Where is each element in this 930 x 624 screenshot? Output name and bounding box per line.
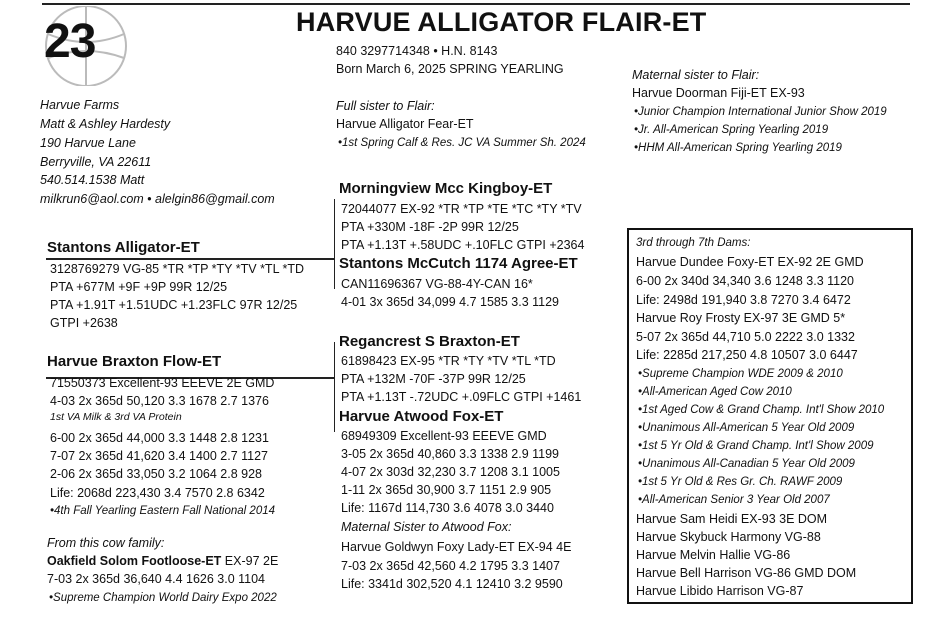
consignor-line: 190 Harvue Lane (40, 136, 136, 150)
dam4-note: •All-American Senior 3 Year Old 2007 (638, 494, 830, 506)
dam-dam-line: 68949309 Excellent-93 EEEVE GMD (341, 429, 547, 443)
dam-lifetime: Life: 2068d 223,430 3.4 7570 2.8 6342 (50, 486, 265, 500)
dam4-name: Harvue Roy Frosty EX-97 3E GMD 5* (636, 311, 846, 325)
sire-sire-name: Morningview Mcc Kingboy-ET (339, 180, 553, 197)
later-dam: Harvue Bell Harrison VG-86 GMD DOM (636, 566, 857, 580)
consignor-line: Berryville, VA 22611 (40, 155, 152, 169)
later-dam: Harvue Sam Heidi EX-93 3E DOM (636, 512, 828, 526)
sire-line: PTA +1.91T +1.51UDC +1.23FLC 97R 12/25 (50, 298, 298, 312)
maternal-sister-name: Harvue Doorman Fiji-ET EX-93 (632, 86, 805, 100)
born-line: Born March 6, 2025 SPRING YEARLING (336, 62, 564, 76)
dam-dam-sister-name: Harvue Goldwyn Foxy Lady-ET EX-94 4E (341, 540, 572, 554)
dam-name: Harvue Braxton Flow-ET (47, 353, 222, 370)
dam4-record: 5-07 2x 365d 44,710 5.0 2222 3.0 1332 (636, 330, 855, 344)
dam-dam-lifetime: Life: 1167d 114,730 3.6 4078 3.0 3440 (341, 501, 554, 515)
dam-record: 4-03 2x 365d 50,120 3.3 1678 2.7 1376 (50, 394, 269, 408)
dams-box-label: 3rd through 7th Dams: (636, 237, 751, 249)
sire-line: PTA +677M +9F +9P 99R 12/25 (50, 280, 228, 294)
dam-dam-name: Harvue Atwood Fox-ET (339, 408, 504, 425)
later-dam: Harvue Melvin Hallie VG-86 (636, 548, 791, 562)
dam-dam-record: 3-05 2x 365d 40,860 3.3 1338 2.9 1199 (341, 447, 560, 461)
dam-sire-line: PTA +1.13T -.72UDC +.09FLC GTPI +1461 (341, 390, 582, 404)
dam-sire-line: 61898423 EX-95 *TR *TY *TV *TL *TD (341, 354, 556, 368)
consignor-line: 540.514.1538 Matt (40, 173, 145, 187)
consignor-line: Matt & Ashley Hardesty (40, 117, 171, 131)
dam-award: 1st VA Milk & 3rd VA Protein (50, 411, 182, 423)
sire-dam-line: CAN11696367 VG-88-4Y-CAN 16* (341, 277, 533, 291)
dam-record: 2-06 2x 365d 33,050 3.2 1064 2.8 928 (50, 467, 262, 481)
maternal-sister-note: •Junior Champion International Junior Show 2019 (634, 106, 887, 118)
dam-note: •4th Fall Yearling Eastern Fall National 2014 (50, 505, 276, 517)
registration-line: 840 3297714348 • H.N. 8143 (336, 44, 498, 58)
sire-sire-line: PTA +330M -18F -2P 99R 12/25 (341, 220, 519, 234)
dam4-note: •1st 5 Yr Old & Grand Champ. Int'l Show 2009 (638, 440, 874, 452)
dam-sire-line: PTA +132M -70F -37P 99R 12/25 (341, 372, 526, 386)
later-dam: Harvue Skybuck Harmony VG-88 (636, 530, 821, 544)
maternal-sister-note: •Jr. All-American Spring Yearling 2019 (634, 124, 829, 136)
dam4-note: •Supreme Champion WDE 2009 & 2010 (638, 368, 843, 380)
cow-family-label: From this cow family: (47, 536, 165, 550)
full-sister-note: •1st Spring Calf & Res. JC VA Summer Sh. 2024 (338, 137, 586, 149)
dam-dam-sister-label: Maternal Sister to Atwood Fox: (341, 520, 512, 534)
dam-dam-record: 1-11 2x 365d 30,900 3.7 1151 2.9 905 (341, 483, 552, 497)
sire-sire-line: PTA +1.13T +.58UDC +.10FLC GTPI +2364 (341, 238, 585, 252)
dam4-lifetime: Life: 2285d 217,250 4.8 10507 3.0 6447 (636, 348, 858, 362)
maternal-sister-label: Maternal sister to Flair: (632, 68, 760, 82)
sire-dam-name: Stantons McCutch 1174 Agree-ET (339, 255, 578, 272)
dam-dam-record: 4-07 2x 303d 32,230 3.7 1208 3.1 1005 (341, 465, 560, 479)
pedigree-bracket (334, 199, 335, 289)
pedigree-bracket (334, 342, 335, 432)
sire-line: GTPI +2638 (50, 316, 118, 330)
later-dam: Harvue Libido Harrison VG-87 (636, 584, 804, 598)
dam3-record: 6-00 2x 340d 34,340 3.6 1248 3.3 1120 (636, 274, 855, 288)
dam4-note: •1st Aged Cow & Grand Champ. Int'l Show 2010 (638, 404, 885, 416)
dam-dam-sister-record: 7-03 2x 365d 42,560 4.2 1795 3.3 1407 (341, 559, 560, 573)
top-rule (42, 3, 910, 5)
sire-line: 3128769279 VG-85 *TR *TP *TY *TV *TL *TD (50, 262, 305, 276)
cow-family-note: •Supreme Champion World Dairy Expo 2022 (49, 592, 277, 604)
sire-sire-line: 72044077 EX-92 *TR *TP *TE *TC *TY *TV (341, 202, 582, 216)
full-sister-name: Harvue Alligator Fear-ET (336, 117, 474, 131)
page-title: HARVUE ALLIGATOR FLAIR-ET (296, 7, 707, 37)
dam4-note: •Unanimous All-American 5 Year Old 2009 (638, 422, 855, 434)
cow-family-name: Oakfield Solom Footloose-ET EX-97 2E (47, 554, 279, 568)
dam4-note: •Unanimous All-Canadian 5 Year Old 2009 (638, 458, 855, 470)
sire-dam-line: 4-01 3x 365d 34,099 4.7 1585 3.3 1129 (341, 295, 560, 309)
consignor-line: Harvue Farms (40, 98, 120, 112)
full-sister-label: Full sister to Flair: (336, 99, 435, 113)
dam-sire-name: Regancrest S Braxton-ET (339, 333, 520, 350)
dam4-note: •All-American Aged Cow 2010 (638, 386, 792, 398)
cow-family-record: 7-03 2x 365d 36,640 4.4 1626 3.0 1104 (47, 572, 266, 586)
sire-name: Stantons Alligator-ET (47, 239, 200, 256)
dam-dam-sister-lifetime: Life: 3341d 302,520 4.1 12410 3.2 9590 (341, 577, 563, 591)
dam4-note: •1st 5 Yr Old & Res Gr. Ch. RAWF 2009 (638, 476, 843, 488)
dam-line: 71550373 Excellent-93 EEEVE 2E GMD (50, 376, 275, 390)
dam3-lifetime: Life: 2498d 191,940 3.8 7270 3.4 6472 (636, 293, 851, 307)
dam-record: 7-07 2x 365d 41,620 3.4 1400 2.7 1127 (50, 449, 269, 463)
lot-number: 23 (44, 15, 96, 68)
dam-record: 6-00 2x 365d 44,000 3.3 1448 2.8 1231 (50, 431, 269, 445)
consignor-email: milkrun6@aol.com • alelgin86@gmail.com (40, 192, 275, 206)
dam3-name: Harvue Dundee Foxy-ET EX-92 2E GMD (636, 255, 864, 269)
maternal-sister-note: •HHM All-American Spring Yearling 2019 (634, 142, 842, 154)
